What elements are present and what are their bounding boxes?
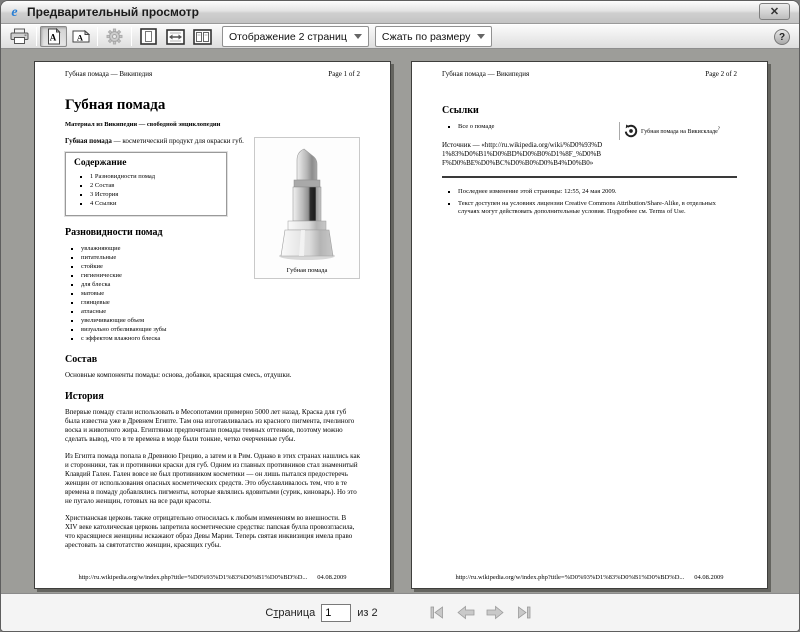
window-title: Предварительный просмотр: [27, 5, 199, 19]
page1-header-pagenum: Page 1 of 2: [328, 70, 360, 78]
title-bar: [1, 1, 799, 24]
list-item: ▪ Текст доступен на условиях лицензии Creative Commons Attribution/Share-Alike, в отдельных случаях могут действовать дополнительные условия. Подробнее см. Terms of Use.: [458, 200, 737, 217]
history-paragraph: Из Египта помада попала в Древнюю Грецию, а затем и в Рим. Однако в этих странах нашлись как и сторонники, так и противники краски для губ. Одним из главных противников стал знаменитый Клавдий Гален. Гален вовсе не был противником косметики — он лишь пытался предостеречь женщин от использования опасных косметических средств. Это обуславливалось тем, что в те времена в помаду добавлялись пигменты, которые являлись ядовитыми (сурик, киноварь). Но это не пугало женщин, готовых на все ради красоты.: [65, 452, 360, 505]
toc-item: ▪ 3 История: [90, 190, 218, 199]
close-button[interactable]: [759, 3, 790, 20]
list-item: ▪ для блеска: [81, 280, 360, 289]
page2-header-pagenum: Page 2 of 2: [705, 70, 737, 78]
list-item: ▪ гигиенические: [81, 271, 360, 280]
chevron-down-icon: [477, 34, 485, 39]
page1-footer-date: 04.08.2009: [317, 574, 347, 581]
page1-running-footer: [65, 574, 360, 581]
full-page-view-icon: [140, 28, 157, 45]
toolbar-separator: [131, 27, 132, 46]
list-item: ▪ стойкие: [81, 262, 360, 271]
footnote-marker: ?: [717, 127, 720, 132]
last-page-button[interactable]: [513, 604, 535, 621]
commons-link-text: Губная помада на Викискладе?: [641, 127, 720, 135]
help-icon: ?: [778, 31, 786, 43]
section-heading-history: История: [65, 391, 104, 402]
intro-term: Губная помада: [65, 137, 112, 145]
last-page-icon: [516, 605, 532, 620]
page-number-label: Страница: [265, 606, 316, 619]
page-display-dropdown-value: Отображение 2 страниц: [229, 30, 347, 43]
toc-title: Содержание: [74, 158, 127, 168]
page1-footer-url: http://ru.wikipedia.org/w/index.php?title=%D0%93%D1%83%D0%B1%D0%BD%D...: [78, 574, 308, 581]
list-item: ▪ Все о помаде: [458, 122, 737, 131]
toc-list: [74, 172, 218, 208]
status-bar: [1, 594, 799, 631]
preview-page-1[interactable]: [34, 61, 391, 589]
toolbar-separator: [97, 27, 98, 46]
list-item: ▪ глянцевые: [81, 298, 360, 307]
first-page-icon: [429, 605, 445, 620]
license-notes-list: [442, 188, 737, 217]
shrink-to-fit-dropdown[interactable]: [375, 26, 493, 47]
commons-link-box: [619, 122, 737, 140]
page2-footer-url: http://ru.wikipedia.org/w/index.php?title=%D0%93%D1%83%D0%B1%D0%BD%D...: [455, 574, 685, 581]
page1-header-title: Губная помада — Википедия: [65, 70, 153, 78]
toc-item: ▪ 4 Ссылки: [90, 199, 218, 208]
full-width-view-icon: [166, 29, 185, 45]
multi-page-view-icon: [193, 29, 212, 45]
page2-running-header: [442, 70, 737, 79]
intro-text: — косметический продукт для окраски губ.: [111, 137, 244, 145]
landscape-orientation-icon: [72, 29, 90, 44]
list-item: ▪ матовые: [81, 289, 360, 298]
page-navigation: [426, 604, 535, 621]
toolbar-separator: [36, 27, 37, 46]
svg-text:A: A: [76, 32, 83, 43]
first-page-button[interactable]: [426, 604, 448, 621]
section-heading-varieties: Разновидности помад: [65, 227, 163, 238]
divider: [442, 176, 737, 178]
portrait-orientation-button[interactable]: [40, 26, 67, 47]
page-setup-gear-icon: [106, 28, 123, 45]
source-url-paragraph: Источник — «http://ru.wikipedia.org/wiki/%D0%93%D1%83%D0%B1%D0%BD%D0%B0%D1%8F_%D0%BF%D0%BE%D0%BC%D0%B0%D0%B4%D0%B0»: [442, 141, 603, 167]
table-of-contents: [65, 152, 227, 216]
next-page-button[interactable]: [484, 604, 506, 621]
ie-logo-icon: e: [11, 4, 18, 20]
multi-page-view-button[interactable]: [189, 26, 216, 47]
shrink-to-fit-dropdown-value: Сжать по размеру: [381, 30, 471, 43]
section-heading-composition: Состав: [65, 354, 98, 365]
article-title: Губная помада: [65, 97, 166, 113]
history-paragraph: Впервые помаду стали использовать в Месопотамии примерно 5000 лет назад. Краска для губ была известна уже в Древнем Египте. Там она изготавливалась из красного пигмента, пчелиного воска и животного жира. Египтянки предпочитали помады темных оттенков, поэтому можно сделать вывод, что в те времена в моде были тонкие, четко очерченные губы.: [65, 408, 355, 443]
preview-page-2[interactable]: [411, 61, 768, 589]
print-button[interactable]: [6, 26, 33, 47]
history-paragraph: Христианская церковь также отрицательно относилась к любым изменениям во внешности. В XIV веке католическая церковь запретила косметические средства: папская булла провозгласила, что красящиеся женщины искажают образ Девы Марии. Теперь святая инквизиция имела право арестовать за святотатство женщин, красящих губы.: [65, 514, 355, 549]
page2-header-title: Губная помада — Википедия: [442, 70, 530, 78]
list-item: ▪ визуально отбеливающие зубы: [81, 325, 360, 334]
previous-page-icon: [456, 605, 476, 620]
page2-running-footer: [442, 574, 737, 581]
commons-logo-icon: [624, 124, 638, 138]
next-page-icon: [485, 605, 505, 620]
page-setup-button[interactable]: [101, 26, 128, 47]
toc-item: ▪ 1 Разновидности помад: [90, 172, 218, 181]
list-item: ▪ Последнее изменение этой страницы: 12:55, 24 мая 2009.: [458, 188, 737, 197]
page1-running-header: [65, 70, 360, 79]
chevron-down-icon: [354, 34, 362, 39]
page-count-label: из 2: [357, 606, 378, 619]
svg-text:A: A: [49, 32, 56, 43]
toc-item: ▪ 2 Состав: [90, 181, 218, 190]
preview-area: [1, 49, 799, 594]
landscape-orientation-button[interactable]: [67, 26, 94, 47]
composition-paragraph: Основные компоненты помады: основа, добавки, красящая смесь, отдушки.: [65, 371, 292, 379]
help-button[interactable]: [774, 29, 790, 45]
full-page-view-button[interactable]: [135, 26, 162, 47]
previous-page-button[interactable]: [455, 604, 477, 621]
page-number-input[interactable]: [321, 604, 351, 622]
page-display-dropdown[interactable]: [222, 26, 369, 47]
page2-footer-date: 04.08.2009: [694, 574, 724, 581]
section-heading-links: Ссылки: [442, 105, 479, 116]
list-item: ▪ увлажняющие: [81, 244, 360, 253]
full-width-view-button[interactable]: [162, 26, 189, 47]
figure-caption: Губная помада: [286, 267, 328, 274]
close-icon: ✕: [769, 6, 780, 18]
lipstick-figure: [254, 137, 360, 279]
toolbar: [1, 24, 799, 49]
list-item: ▪ питательные: [81, 253, 360, 262]
list-item: ▪ увеличивающие объем: [81, 316, 360, 325]
article-subtitle: Материал из Википедии — свободной энциклопедии: [65, 121, 221, 128]
list-item: ▪ с эффектом влажного блеска: [81, 334, 360, 343]
printer-icon: [10, 28, 29, 45]
lipstick-image: [261, 141, 353, 265]
list-item: ▪ атласные: [81, 307, 360, 316]
portrait-orientation-icon: [46, 28, 62, 45]
